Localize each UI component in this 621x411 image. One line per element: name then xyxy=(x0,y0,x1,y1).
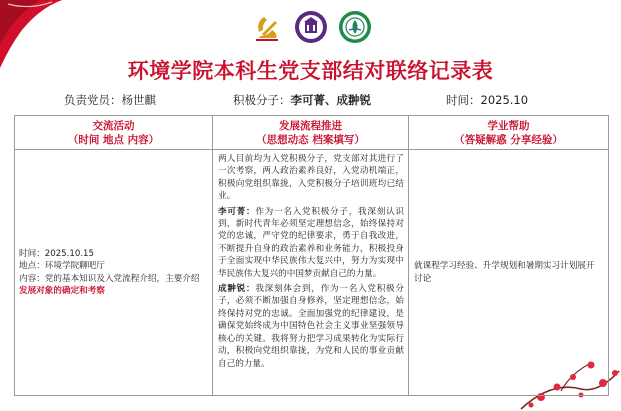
activist-label: 积极分子： xyxy=(233,93,291,107)
statement-1-name: 李可菁： xyxy=(218,206,256,217)
progress-statement-2 xyxy=(218,283,404,370)
header-progress-sub: （思想动态 档案填写） xyxy=(256,133,365,146)
statement-1-text: 作为一名入党积极分子，我深刻认识到，新时代青年必须坚定理想信念，始终保持对党的忠诚，严守党的纪律要求，勇于自我改进，不断提升自身的政治素养和业务能力，积极投身于全面实现中华民族伟大复兴中，努力为实现中华民族伟大复兴的中国梦贡献自己的力量。 xyxy=(218,206,404,279)
header-activity-title: 交流活动 xyxy=(92,119,135,132)
statement-2-text: 我深刻体会到，作为一名入党积极分子，必须不断加强自身修养，坚定理想信念，始终保持对党的忠诚。全面加强党的纪律建设，是确保党始终成为中国特色社会主义事业坚强领导核心的关键。我将努力把学习成果转化为实际行动，积极向党组织靠拢，为党和人民的事业贡献自己的力量。 xyxy=(218,284,404,369)
activity-time: 时间：2025.10.15 xyxy=(19,248,94,259)
activity-cell xyxy=(15,150,213,396)
table-row xyxy=(15,150,609,396)
activity-content-text: 内容：党的基本知识及入党流程介绍，主要介绍 xyxy=(19,273,200,284)
leader-label: 负责党员： xyxy=(64,93,122,107)
header-academic-sub: （答疑解惑 分享经验） xyxy=(454,133,563,146)
date-label: 时间： xyxy=(446,93,481,107)
header-activity xyxy=(15,116,213,150)
party-emblem-icon xyxy=(250,10,284,44)
activist-names: 李可菁、成翀锐 xyxy=(290,93,371,107)
meta-row xyxy=(0,92,621,110)
activist-info xyxy=(233,92,371,108)
activity-content-highlight: 发展对象的确定和考察 xyxy=(19,285,105,296)
header-activity-sub: （时间 地点 内容） xyxy=(67,133,160,146)
date-value: 2025.10 xyxy=(480,93,529,107)
header-academic xyxy=(409,116,609,150)
leader-name: 杨世麒 xyxy=(121,93,156,107)
activity-place: 地点：环境学院聊吧厅 xyxy=(19,261,105,272)
academic-cell xyxy=(409,150,609,396)
header-academic-title: 学业帮助 xyxy=(487,119,530,132)
record-table xyxy=(14,115,609,396)
university-seal-icon xyxy=(294,10,328,44)
academic-text: 就课程学习经验、升学规划和暑期实习计划展开讨论 xyxy=(414,261,595,284)
college-seal-icon xyxy=(338,10,372,44)
progress-statement-1 xyxy=(218,206,404,280)
leader-info xyxy=(64,92,156,108)
activity-content xyxy=(19,273,208,298)
table-header-row xyxy=(15,116,609,150)
header-progress-title: 发展流程推进 xyxy=(279,119,342,132)
progress-cell xyxy=(213,150,409,396)
page-title: 环境学院本科生党支部结对联络记录表 xyxy=(127,59,494,83)
progress-intro: 两人目前均为入党积极分子，党支部对其进行了一次考察，两人政治素养良好，入党动机端正，积极向党组织靠拢，入党积极分子培训班均已结业。 xyxy=(218,154,404,202)
statement-2-name: 成翀锐： xyxy=(218,284,256,295)
logo-row xyxy=(0,10,621,50)
header-progress xyxy=(213,116,409,150)
date-info xyxy=(446,92,528,108)
